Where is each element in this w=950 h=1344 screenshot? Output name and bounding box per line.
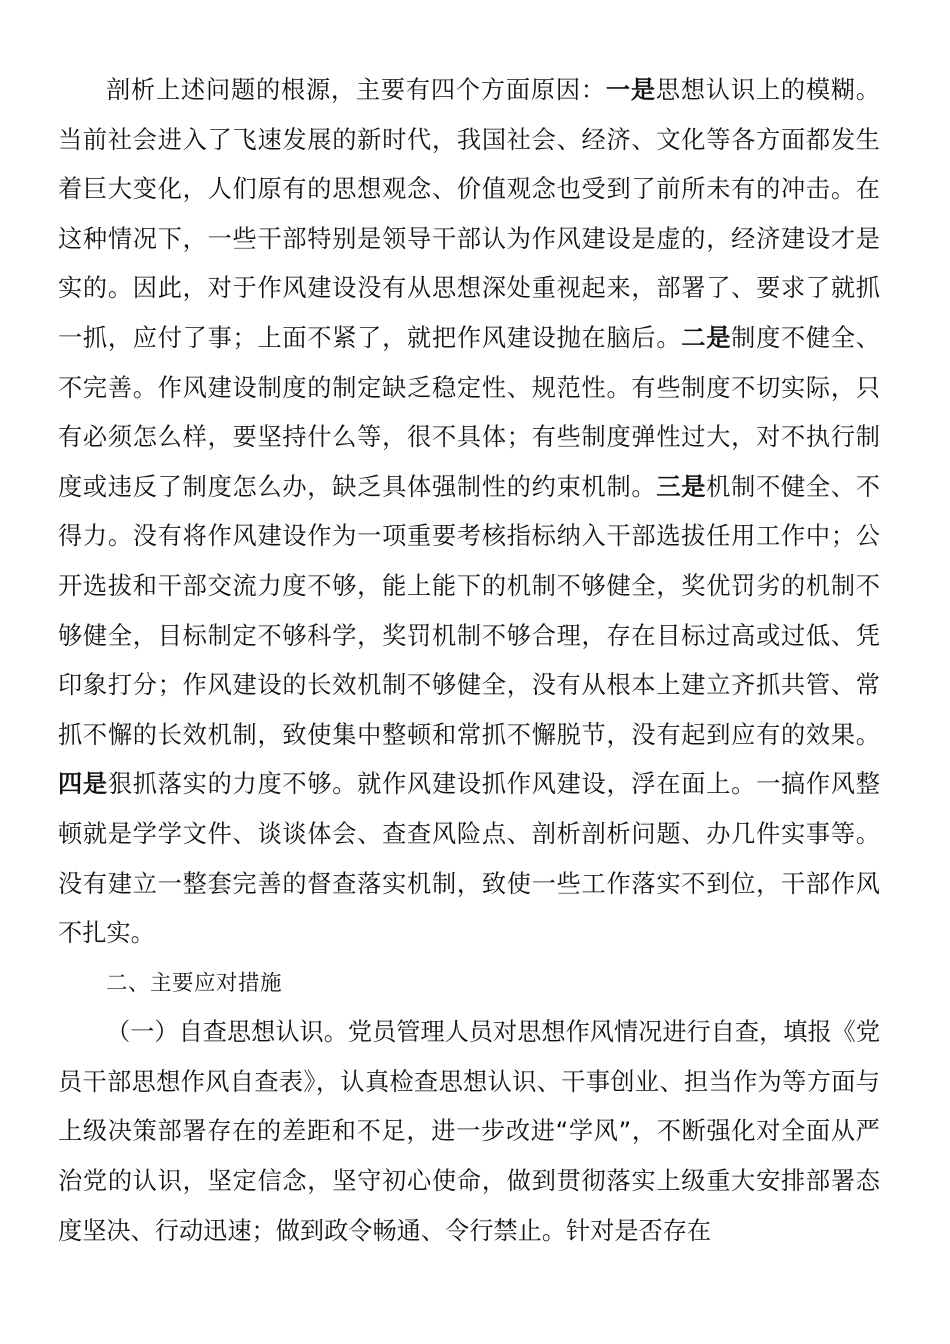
cause-4-label: 四是 xyxy=(58,770,108,799)
document-page xyxy=(58,66,880,1256)
cause-3-label: 三是 xyxy=(656,472,707,501)
causes-intro: 剖析上述问题的根源，主要有四个方面原因： xyxy=(106,76,606,104)
paragraph-root-causes xyxy=(58,66,880,959)
cause-3-text: 机制不健全、不得力。没有将作风建设作为一项重要考核指标纳入干部选拔任用工作中；公开选拔和干部交流力度不够，能上能下的机制不够健全，奖优罚劣的机制不够健全，目标制定不够科学，奖罚机制不够合理，存在目标过高或过低、凭印象打分；作风建设的长效机制不够健全，没有从根本上建立齐抓共管、常抓不懈的长效机制，致使集中整顿和常抓不懈脱节，没有起到应有的效果。 xyxy=(58,472,880,749)
section-heading: 二、主要应对措施 xyxy=(106,970,283,996)
cause-1-label: 一是 xyxy=(605,76,656,104)
cause-1-text: 思想认识上的模糊。当前社会进入了飞速发展的新时代，我国社会、经济、文化等各方面都发生着巨大变化，人们原有的思想观念、价值观念也受到了前所未有的冲击。在这种情况下，一些干部特别是领导干部认为作风建设是虚的，经济建设才是实的。因此，对于作风建设没有从思想深处重视起来，部署了、要求了就抓一抓，应付了事；上面不紧了，就把作风建设抛在脑后。 xyxy=(58,76,880,352)
cause-4-text: 狠抓落实的力度不够。就作风建设抓作风建设，浮在面上。一搞作风整顿就是学学文件、谈谈体会、查查风险点、剖析剖析问题、办几件实事等。没有建立一整套完善的督查落实机制，致使一些工作落实不到位，干部作风不扎实。 xyxy=(58,770,880,948)
paragraph-self-check: （一）自查思想认识。党员管理人员对思想作风情况进行自查，填报《党员干部思想作风自查表》，认真检查思想认识、干事创业、担当作为等方面与上级决策部署存在的差距和不足，进一步改进“学风”，不断强化对全面从严治党的认识，坚定信念，坚守初心使命，做到贯彻落实上级重大安排部署态度坚决、行动迅速；做到政令畅通、令行禁止。针对是否存在 xyxy=(58,1018,881,1245)
cause-2-text: 制度不健全、不完善。作风建设制度的制定缺乏稳定性、规范性。有些制度不切实际，只有必须怎么样，要坚持什么等，很不具体；有些制度弹性过大，对不执行制度或违反了制度怎么办，缺乏具体强制性的约束机制。 xyxy=(58,323,880,501)
cause-2-label: 二是 xyxy=(681,323,732,352)
